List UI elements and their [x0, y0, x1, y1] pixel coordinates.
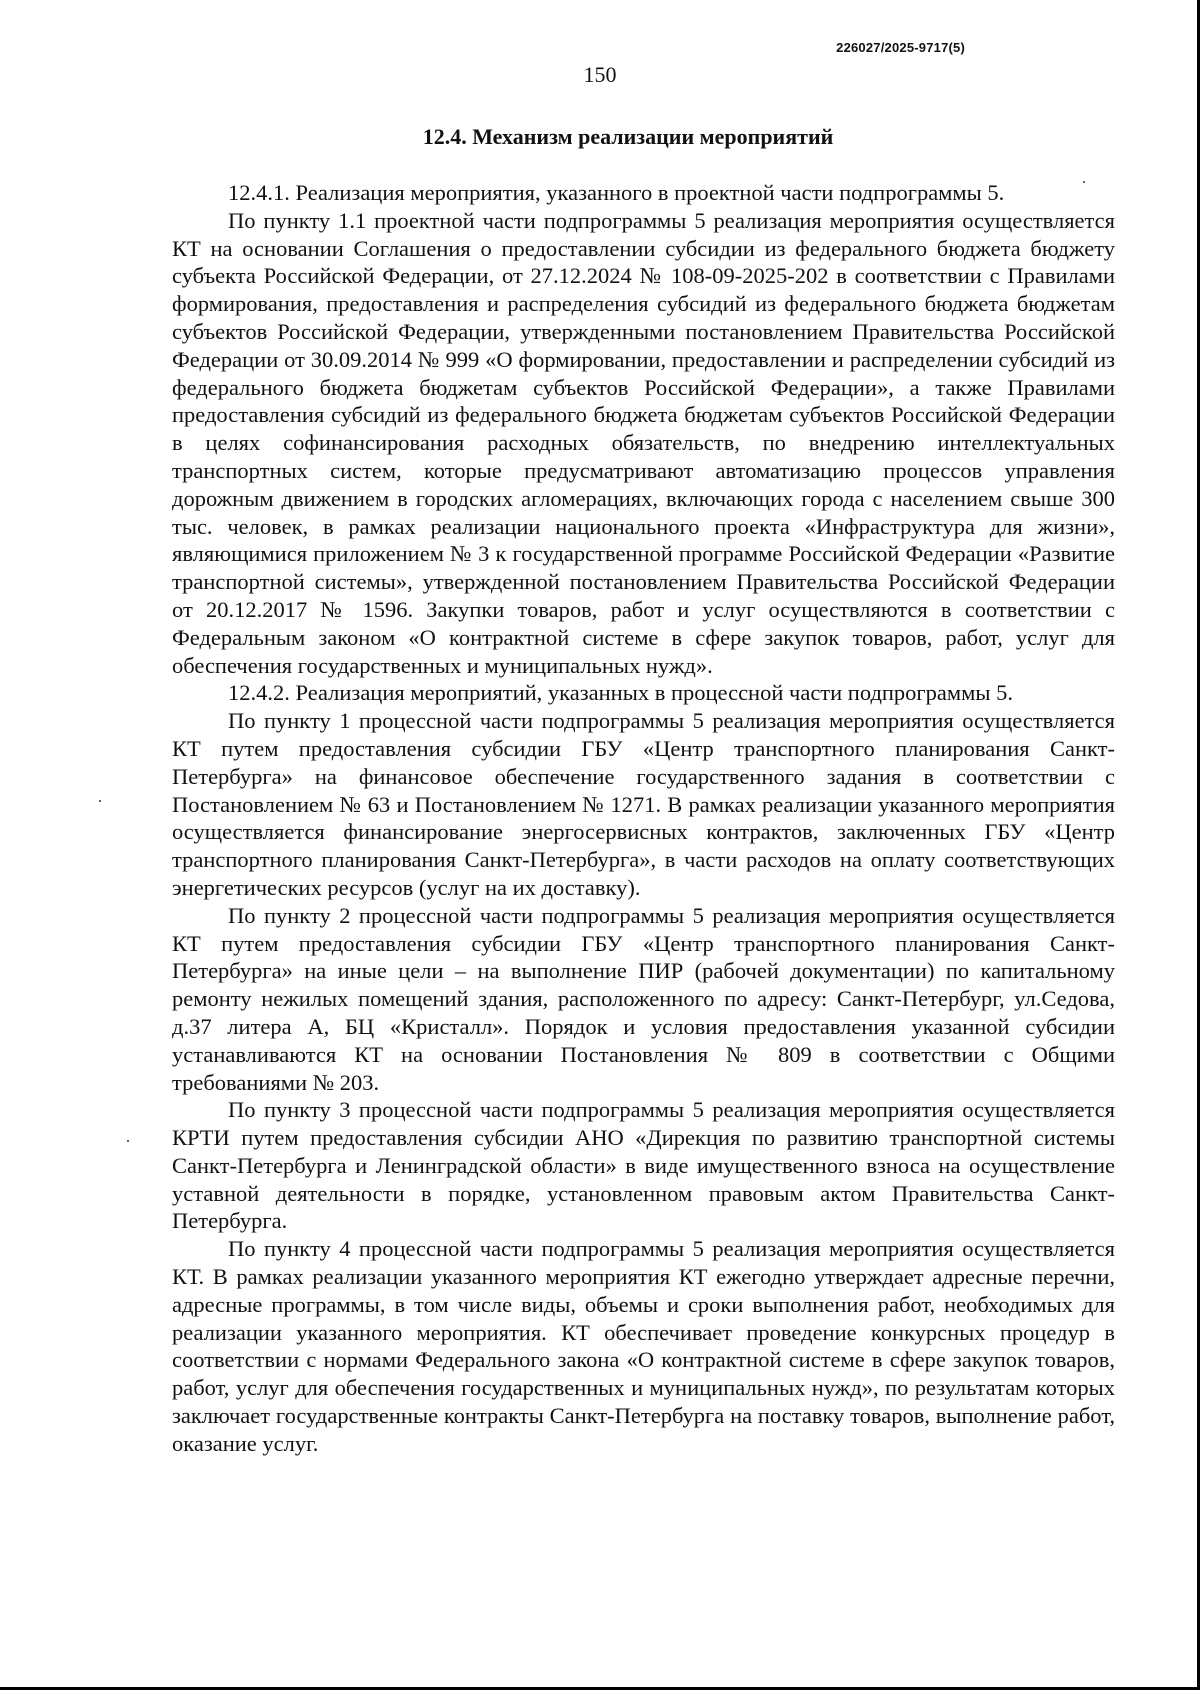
paragraph-item-2: По пункту 2 процессной части подпрограммы 5 реализация мероприятия осуществляется КТ путем предоставления субсидии ГБУ «Центр транспортного планирования Санкт-Петербурга» на иные цели – на выполнение ПИР (рабочей документации) по капитальному ремонту нежилых помещений здания, расположенного по адресу: Санкт-Петербург, ул.Седова, д.37 литера А, БЦ «Кристалл». Порядок и условия предоставления указанной субсидии устанавливаются КТ на основании Постановления № 809 в соответствии с Общими требованиями № 203. [172, 902, 1115, 1095]
paragraph-item-1-1: По пункту 1.1 проектной части подпрограммы 5 реализация мероприятия осуществляется КТ на основании Соглашения о предоставлении субсидии из федерального бюджета бюджету субъекта Российской Федерации, от 27.12.2024 № 108-09-2025-202 в соответствии с Правилами формирования, предоставления и распределения субсидий из федерального бюджета бюджетам субъектов Российской Федерации, утвержденными постановлением Правительства Российской Федерации от 30.09.2014 № 999 «О формировании, предоставлении и распределении субсидий из федерального бюджета бюджетам субъектов Российской Федерации», а также Правилами предоставления субсидий из федерального бюджета бюджетам субъектов Российской Федерации в целях софинансирования расходных обязательств, по внедрению интеллектуальных транспортных систем, которые предусматривают автоматизацию процессов управления дорожным движением в городских агломерациях, включающих города с населением свыше 300 тыс. человек, в рамках реализации национального проекта «Инфраструктура для жизни», являющимися приложением № 3 к государственной программе Российской Федерации «Развитие транспортной системы», утвержденной постановлением Правительства Российской Федерации от 20.12.2017 № 1596. Закупки товаров, работ и услуг осуществляются в соответствии с Федеральным законом «О контрактной системе в сфере закупок товаров, работ, услуг для обеспечения государственных и муниципальных нужд». [172, 207, 1115, 678]
paragraph-12-4-1-heading: 12.4.1. Реализация мероприятия, указанного в проектной части подпрограммы 5. [228, 180, 1005, 205]
document-id: 226027/2025-9717(5) [836, 40, 965, 55]
section-title: 12.4. Механизм реализации мероприятий [422, 124, 834, 149]
body-text [172, 179, 1115, 1458]
paragraph-item-3: По пункту 3 процессной части подпрограммы 5 реализация мероприятия осуществляется КРТИ путем предоставления субсидии АНО «Дирекция по развитию транспортной системы Санкт-Петербурга и Ленинградской области» в виде имущественного взноса на осуществление уставной деятельности в порядке, установленном правовым актом Правительства Санкт-Петербурга. [172, 1097, 1115, 1234]
scan-speck [99, 800, 101, 802]
paragraph-item-4: По пункту 4 процессной части подпрограммы 5 реализация мероприятия осуществляется КТ. В рамках реализации указанного мероприятия КТ ежегодно утверждает адресные перечни, адресные программы, в том числе виды, объемы и сроки выполнения работ, необходимых для реализации указанного мероприятия. КТ обеспечивает проведение конкурсных процедур в соответствии с нормами Федерального закона «О контрактной системе в сфере закупок товаров, работ, услуг для обеспечения государственных и муниципальных нужд», по результатам которых заключает государственные контракты Санкт-Петербурга на поставку товаров, выполнение работ, оказание услуг. [172, 1236, 1115, 1456]
scan-speck [127, 1140, 129, 1142]
paragraph-12-4-2-heading: 12.4.2. Реализация мероприятий, указанных в процессной части подпрограммы 5. [228, 680, 1013, 706]
page-number: 150 [583, 62, 617, 87]
paragraph-item-1: По пункту 1 процессной части подпрограммы 5 реализация мероприятия осуществляется КТ путем предоставления субсидии ГБУ «Центр транспортного планирования Санкт-Петербурга» на финансовое обеспечение государственного задания в соответствии с Постановлением № 63 и Постановлением № 1271. В рамках реализации указанного мероприятия осуществляется финансирование энергосервисных контрактов, заключенных ГБУ «Центр транспортного планирования Санкт-Петербурга», в части расходов на оплату соответствующих энергетических ресурсов (услуг на их доставку). [172, 708, 1115, 900]
scan-speck [1083, 181, 1085, 183]
